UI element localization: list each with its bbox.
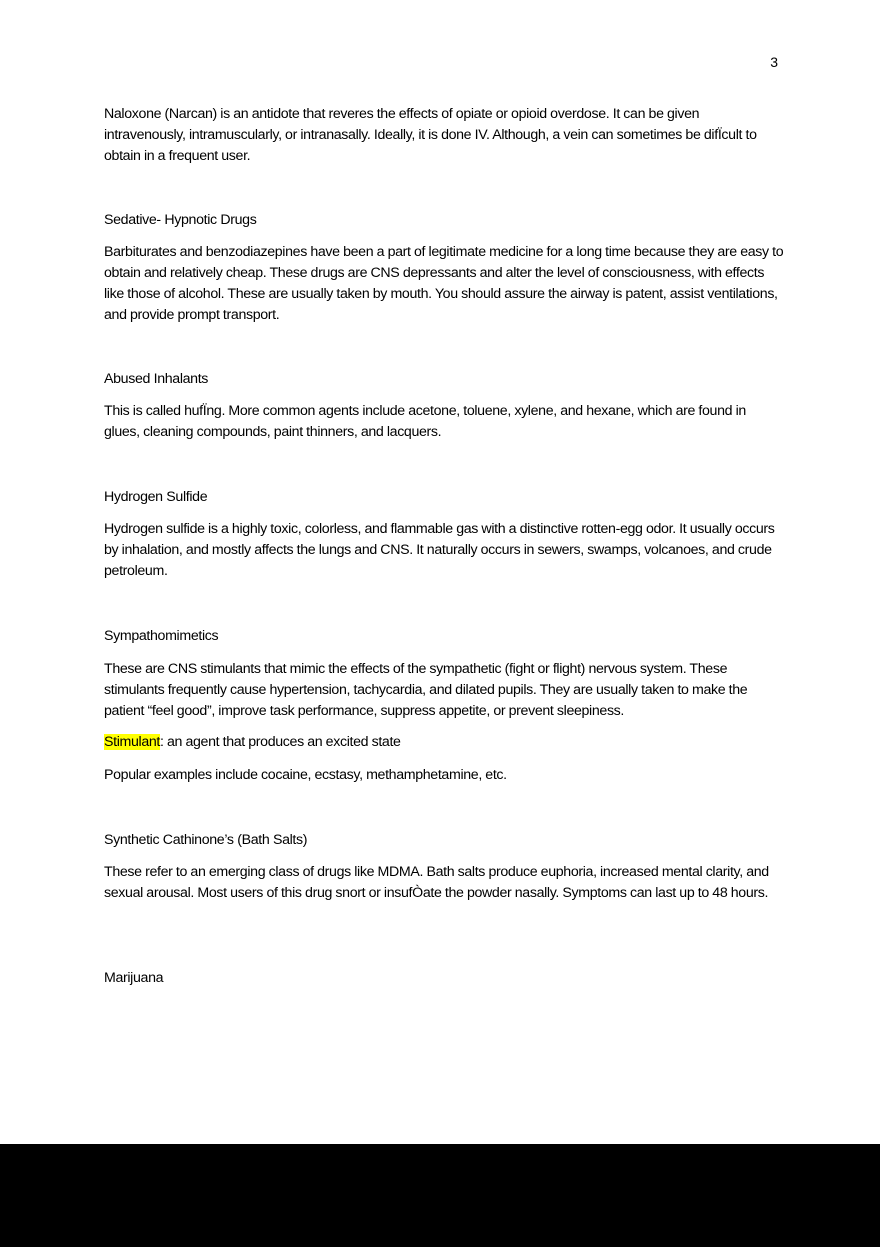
heading-synthetic-cathinones: Synthetic Cathinone’s (Bath Salts) [104,832,308,848]
naloxone-paragraph: Naloxone (Narcan) is an antidote that reveres the effects of opiate or opioid overdose. It can be given intravenously, intramuscularly, or intranasally. Ideally, it is done IV. Although, a vein can sometimes be difÏcult to obtain in a frequent user. [104,106,757,164]
synthetic-cathinones-paragraph: These refer to an emerging class of drugs like MDMA. Bath salts produce euphoria, increased mental clarity, and sexual arousal. Most users of this drug snort or insufÒate the powder nasally. Symptoms can last up to 48 hours. [104,864,769,901]
stimulant-definition-text: : an agent that produces an excited state [160,734,401,750]
stimulant-term-highlight: Stimulant [104,734,160,750]
sympathomimetics-paragraph: These are CNS stimulants that mimic the effects of the sympathetic (fight or flight) nervous system. These stimulants frequently cause hypertension, tachycardia, and dilated pupils. They are usually taken to make the patient “feel good”, improve task performance, suppress appetite, or prevent sleepiness. [104,661,748,719]
heading-sedative-hypnotic: Sedative- Hypnotic Drugs [104,212,257,228]
bottom-black-bar [0,1144,880,1247]
heading-sympathomimetics: Sympathomimetics [104,628,219,644]
abused-inhalants-paragraph: This is called hufÏng. More common agents include acetone, toluene, xylene, and hexane, which are found in glues, cleaning compounds, paint thinners, and lacquers. [104,403,746,440]
heading-abused-inhalants: Abused Inhalants [104,371,209,387]
page-number: 3 [770,54,778,70]
heading-marijuana: Marijuana [104,970,164,986]
stimulant-definition [104,732,784,753]
sedative-hypnotic-paragraph: Barbiturates and benzodiazepines have been a part of legitimate medicine for a long time because they are easy to obtain and relatively cheap. These drugs are CNS depressants and alter the level of consciousness, with effects like those of alcohol. These are usually taken by mouth. You should assure the airway is patent, assist ventilations, and provide prompt transport. [104,244,784,323]
stimulant-examples: Popular examples include cocaine, ecstasy, methamphetamine, etc. [104,767,507,783]
heading-hydrogen-sulfide: Hydrogen Sulfide [104,489,208,505]
hydrogen-sulfide-paragraph: Hydrogen sulfide is a highly toxic, colorless, and flammable gas with a distinctive rotten-egg odor. It usually occurs by inhalation, and mostly affects the lungs and CNS. It naturally occurs in sewers, swamps, volcanoes, and crude petroleum. [104,521,775,579]
